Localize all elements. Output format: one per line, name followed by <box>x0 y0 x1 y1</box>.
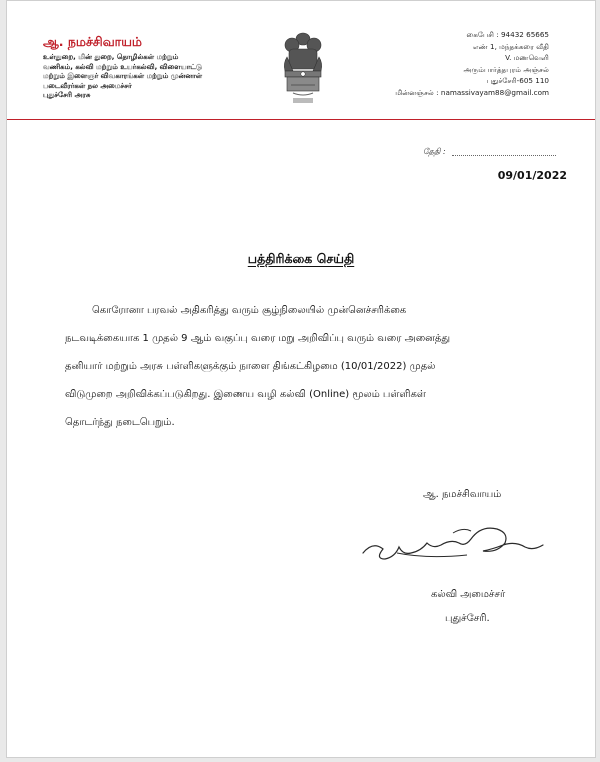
address-line: எண் 1, மந்தக்கரை வீதி <box>472 41 549 51</box>
handwritten-signature <box>357 523 569 569</box>
state-emblem-icon <box>277 29 329 109</box>
letter-date: 09/01/2022 <box>497 169 567 182</box>
body-line: கொரோனா பரவல் அதிகரித்து வரும் சூழ்நிலையில் முன்னெச்சரிக்கை <box>92 305 407 316</box>
press-release-body <box>65 297 585 437</box>
letter-page <box>6 0 596 758</box>
portfolio-line: உள்துறை, மின் துறை, தொழில்கள் மற்றும் <box>43 53 179 61</box>
body-line: தனியார் மற்றும் அரசு பள்ளிகளுக்கும் நாளை திங்கட்கிழமை (10/01/2022) முதல் <box>65 361 436 372</box>
letterhead-address <box>329 29 549 99</box>
address-email: மின்னஞ்சல் : namassivayam88@gmail.com <box>395 87 549 97</box>
letterhead-portfolio <box>43 53 275 101</box>
signer-name: ஆ. நமச்சிவாயம் <box>423 489 502 500</box>
address-phone: கைபேசி : 94432 65665 <box>466 30 549 39</box>
signer-place: புதுச்சேரி. <box>445 613 490 624</box>
signer-designation: கல்வி அமைச்சர் <box>431 589 506 600</box>
address-line: V. மணவெளி <box>505 53 549 63</box>
date-label: தேதி : <box>423 147 446 156</box>
date-dotted-line <box>452 155 556 156</box>
address-line: புதுச்சேரி-605 110 <box>486 76 549 86</box>
body-line: விடுமுறை அறிவிக்கப்படுகிறது. இணைய வழி கல்வி (Online) மூலம் பள்ளிகள் <box>65 389 426 400</box>
portfolio-line: மற்றும் இளைஞர் விவகாரங்கள் மற்றும் முன்னாள் <box>43 72 203 81</box>
body-line: நடவடிக்கையாக 1 முதல் 9 ஆம் வகுப்பு வரை மறு அறிவிப்பு வரும் வரை அனைத்து <box>65 333 451 344</box>
body-line: தொடர்ந்து நடைபெறும். <box>65 417 175 428</box>
letterhead-divider <box>7 119 595 120</box>
portfolio-line: புதுச்சேரி அரசு <box>43 91 91 100</box>
letterhead-name: ஆ. நமச்சிவாயம் <box>43 34 142 49</box>
press-release-heading: பத்திரிக்கை செய்தி <box>247 251 355 266</box>
address-line: அரும்பார்த்தபுரம் அஞ்சல் <box>463 64 549 74</box>
portfolio-line: வணிகம், கல்வி மற்றும் உயர்கல்வி, விளையாட்டு <box>43 62 203 71</box>
portfolio-line: படைவீரர்கள் நல அமைச்சர் <box>43 81 132 90</box>
